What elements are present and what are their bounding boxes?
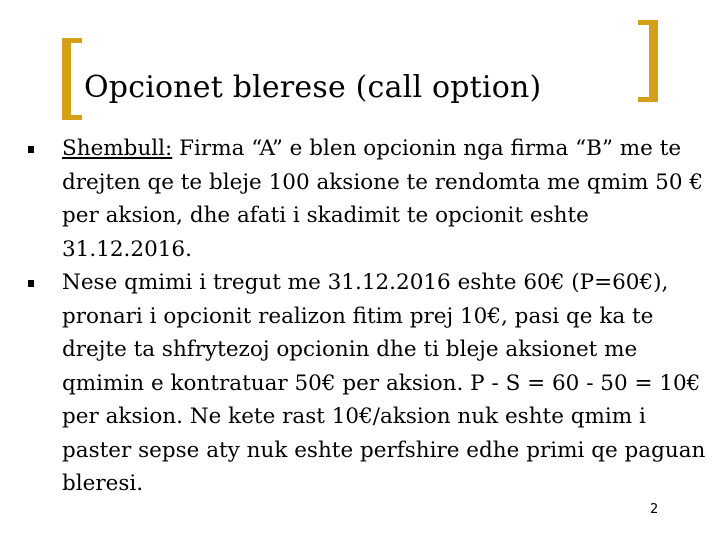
example-label: Shembull: (62, 136, 173, 161)
example-text: Firma “A” e blen opcionin nga firma “B” me te drejten qe te bleje 100 aksione te rendomta me qmim 50 € per aksion, dhe afati i skadimit te opcionit eshte 31.12.2016. (62, 136, 704, 262)
market-price-text: Nese qmimi i tregut me 31.12.2016 eshte 60€ (P=60€), pronari i opcionit realizon fitim prej 10€, pasi qe ka te drejte ta shfrytezoj opcionin dhe ti bleje aksionet me qmimin e kontratuar 50€ per aksion. P - S = 60 - 50 = 10€ per aksion. Ne kete rast 10€/aksion nuk eshte qmim i paster sepse aty nuk eshte perfshire edhe primi qe paguan bleresi. (62, 270, 706, 496)
slide-content (28, 132, 716, 501)
bullet-item-example (28, 132, 716, 266)
bullet-marker (28, 280, 34, 287)
title-bracket-right (632, 20, 658, 102)
bullet-item-market-price (28, 266, 716, 501)
page-number: 2 (650, 502, 659, 517)
bullet-marker (28, 146, 34, 153)
slide-title: Opcionet blerese (call option) (84, 70, 542, 105)
